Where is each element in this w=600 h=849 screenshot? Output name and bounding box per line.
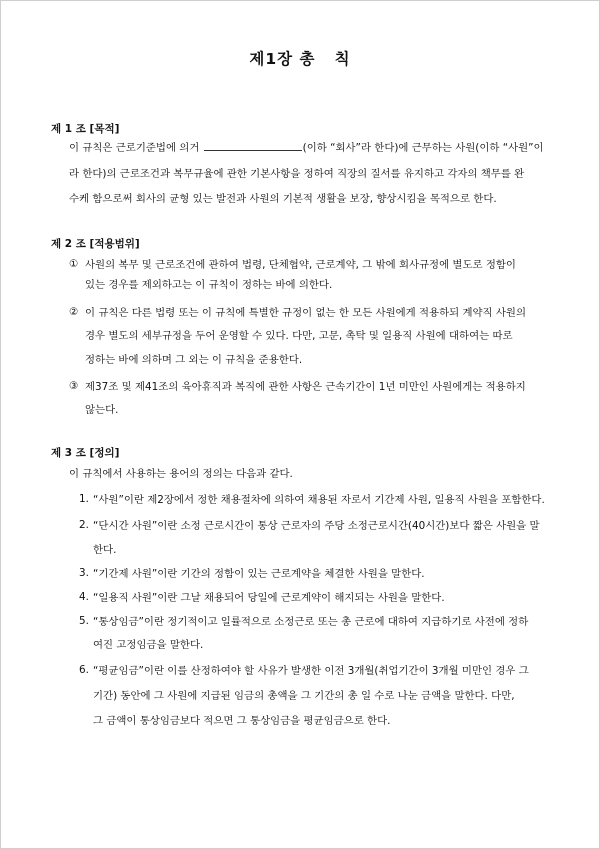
clause-2-line-1: 이 규칙은 다른 법령 또는 이 규칙에 특별한 규정이 없는 한 모든 사원에게 적용하되 계약직 사원의 xyxy=(85,307,526,319)
company-name-blank xyxy=(204,149,302,151)
definition-1-line-1: “사원”이란 제2장에서 정한 채용절차에 의하여 채용된 자로서 기간제 사원, 일용직 사원을 포함한다. xyxy=(93,494,545,506)
definition-6-line-2: 기간) 동안에 그 사원에 지급된 임금의 총액을 그 기간의 총 일 수로 나눈 금액을 말한다. 다만, xyxy=(93,690,515,702)
definition-6-line-3: 그 금액이 통상임금보다 적으면 그 통상임금을 평균임금으로 한다. xyxy=(93,715,391,727)
definition-6-line-1: “평균임금”이란 이를 산정하여야 할 사유가 발생한 이전 3개월(취업기간이 3개월 미만인 경우 그 xyxy=(93,665,529,677)
clause-marker: ② xyxy=(69,306,79,318)
article-3-intro: 이 규칙에서 사용하는 용어의 정의는 다음과 같다. xyxy=(69,468,293,480)
definition-marker: 2. xyxy=(79,519,89,531)
definition-2-line-2: 한다. xyxy=(93,544,117,556)
chapter-title: 제1장 총 칙 xyxy=(249,50,351,68)
clause-2-line-2: 경우 별도의 세부규정을 두어 운영할 수 있다. 다만, 고문, 촉탁 및 일용직 사원에 대하여는 따로 xyxy=(85,330,513,342)
clause-3-line-2: 않는다. xyxy=(85,404,119,416)
article-1-line-1 xyxy=(69,141,544,155)
definition-3-line-1: “기간제 사원”이란 기간의 정함이 있는 근로계약을 체결한 사원을 말한다. xyxy=(93,568,425,580)
article-1-line-1-pre: 이 규칙은 근로기준법에 의거 xyxy=(69,142,203,154)
clause-2-line-3: 정하는 바에 의하며 그 외는 이 규칙을 준용한다. xyxy=(85,354,303,366)
definition-marker: 6. xyxy=(79,664,89,676)
article-1-line-1-post: (이하 “회사”라 한다)에 근무하는 사원(이하 “사원”이 xyxy=(302,142,544,154)
clause-marker: ③ xyxy=(69,380,79,392)
definition-marker: 4. xyxy=(79,591,89,603)
definition-marker: 3. xyxy=(79,567,89,579)
article-1-line-3: 수케 함으로써 회사의 균형 있는 발전과 사원의 기본적 생활을 보장, 향상시킴을 목적으로 한다. xyxy=(69,193,497,205)
definition-5-line-2: 여진 고정임금을 말한다. xyxy=(93,639,204,651)
definition-marker: 1. xyxy=(79,493,89,505)
clause-1-line-2: 있는 경우를 제외하고는 이 규칙이 정하는 바에 의한다. xyxy=(85,279,333,291)
article-1-line-2: 라 한다)의 근로조건과 복무규율에 관한 기본사항을 정하여 직장의 질서를 유지하고 각자의 책무를 완 xyxy=(69,168,525,180)
definition-2-line-1: “단시간 사원”이란 소정 근로시간이 통상 근로자의 주당 소정근로시간(40시간)보다 짧은 사원을 말 xyxy=(93,520,540,532)
definition-marker: 5. xyxy=(79,615,89,627)
clause-1-line-1: 사원의 복무 및 근로조건에 관하여 법령, 단체협약, 근로계약, 그 밖에 회사규정에 별도로 정함이 xyxy=(85,259,516,271)
definition-5-line-1: “통상임금”이란 정기적이고 일률적으로 소정근로 또는 총 근로에 대하여 지급하기로 사전에 정하 xyxy=(93,616,529,628)
clause-3-line-1: 제37조 및 제41조의 육아휴직과 복직에 관한 사항은 근속기간이 1년 미만인 사원에게는 적용하지 xyxy=(85,381,526,393)
article-1-heading: 제 1 조 [목적] xyxy=(51,123,120,135)
clause-marker: ① xyxy=(69,258,79,270)
definition-4-line-1: “일용직 사원”이란 그날 채용되어 당일에 근로계약이 해지되는 사원을 말한다. xyxy=(93,592,445,604)
article-2-heading: 제 2 조 [적용범위] xyxy=(51,238,140,250)
article-3-heading: 제 3 조 [정의] xyxy=(51,447,120,459)
